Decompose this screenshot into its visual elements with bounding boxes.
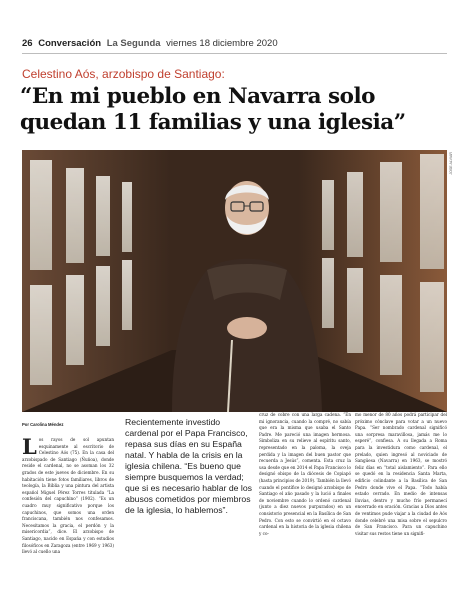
publication-name: La Segunda	[106, 38, 161, 49]
drop-cap: L	[22, 437, 37, 459]
page-number: 26	[22, 38, 33, 49]
portrait-illustration	[22, 150, 447, 412]
header-divider	[22, 53, 447, 54]
pull-quote: Recientemente investido cardenal por el Papa Francisco, repasa sus días en su España natal. Y habla de la crisis en la iglesia chilena. “Es bueno que siempre busquemos la verdad; que si es necesario hablar de los abusos cometidos por miembros de la iglesia, lo hablemos”.	[125, 417, 253, 515]
body-text-3: cruz de cobre con una larga cadena. “En mi ignorancia, cuando la compré, no sabía que era la misma que usaba el Santo Padre. Me pareció una imagen hermosa. Simboliza en su relieve al espíritu santo, representado en la paloma, la oveja perdida y la imagen del buen pastor que recuerda a Jesús”, comenta. Esta cruz la usa desde que en 2014 el Papa Francisco lo designó obispo de la diócesis de Copiapó (hasta principios de 2019). También la llevó cuando el pontífice lo designó arzobispo de Santiago el año pasado y la lució a finales de noviembre cuando lo ordenó cardenal (junto a diez nuevos purpurados) en un consistorio presencial en la Basílica de San Pedro. Con esto se convirtió en el octavo cardenal en la historia de la iglesia chilena y co-	[259, 412, 351, 536]
page-header	[22, 38, 447, 50]
kicker: Celestino Aós, arzobispo de Santiago:	[22, 67, 225, 81]
body-column-4	[355, 412, 447, 594]
body-column-3	[259, 412, 351, 594]
body-text-1: os rayos de sol apuntan esquinamente al escritorio de Celestino Aós (75). En la casa del arzobispado de Santiago (Ñuñoa), donde reside el cardenal, no se asoman los 32 grados de este jueves de diciembre. En su habitación tiene fotos familiares, libros de teología, la Biblia y una pintura del artista español Miguel Pérez Torres titulada “La confesión del capuchino” (1902). “Es un cuadro muy significativo porque los capuchinos, que somos una orden franciscana, también nos confesamos. Necesitamos la gracia, el perdón y la misericordia”, dice. El arzobispo de Santiago, nacido en España y con estudios filosóficos en Zaragoza (entre 1969 y 1963) llevó al cuello una	[22, 437, 114, 555]
issue-date: viernes 18 diciembre 2020	[166, 38, 278, 49]
byline: Por Carolina Méndez	[22, 422, 64, 427]
headline: “En mi pueblo en Navarra solo quedan 11 familias y una iglesia”	[20, 84, 406, 135]
article-photo	[22, 150, 447, 412]
photo-credit: JOSE ALVIAR	[449, 152, 453, 175]
body-text-4: mo menor de 80 años podrá participar del próximo cónclave para votar a un nuevo Papa. “Ser nombrado cardenal significó una sorpresa maravillosa, jamás me lo esperé”, confiesa. A su llegada a Roma para la investidura como cardenal, el prelado, quien ingresó al noviciado de Sangüesa (Navarra) en 1963, se mostró feliz días en “total aislamiento”. Para ello se quedó en la residencia Santa Marta, edificio colindante a la Basílica de San Pedro donde vive el Papa. “Todo había estado cerrado. En medio de intensas lluvias, dentro y mucho frío permanecí encerrado en oración. Gracias a Dios antes de ventimos pude viajar a la ciudad de Aós donde celebré una misa sobre el sepulcro de San Francisco. Para un capuchino visitar sus restos tiene un signifi-	[355, 412, 447, 536]
body-column-1	[22, 437, 114, 597]
section-name: Conversación	[38, 38, 102, 49]
